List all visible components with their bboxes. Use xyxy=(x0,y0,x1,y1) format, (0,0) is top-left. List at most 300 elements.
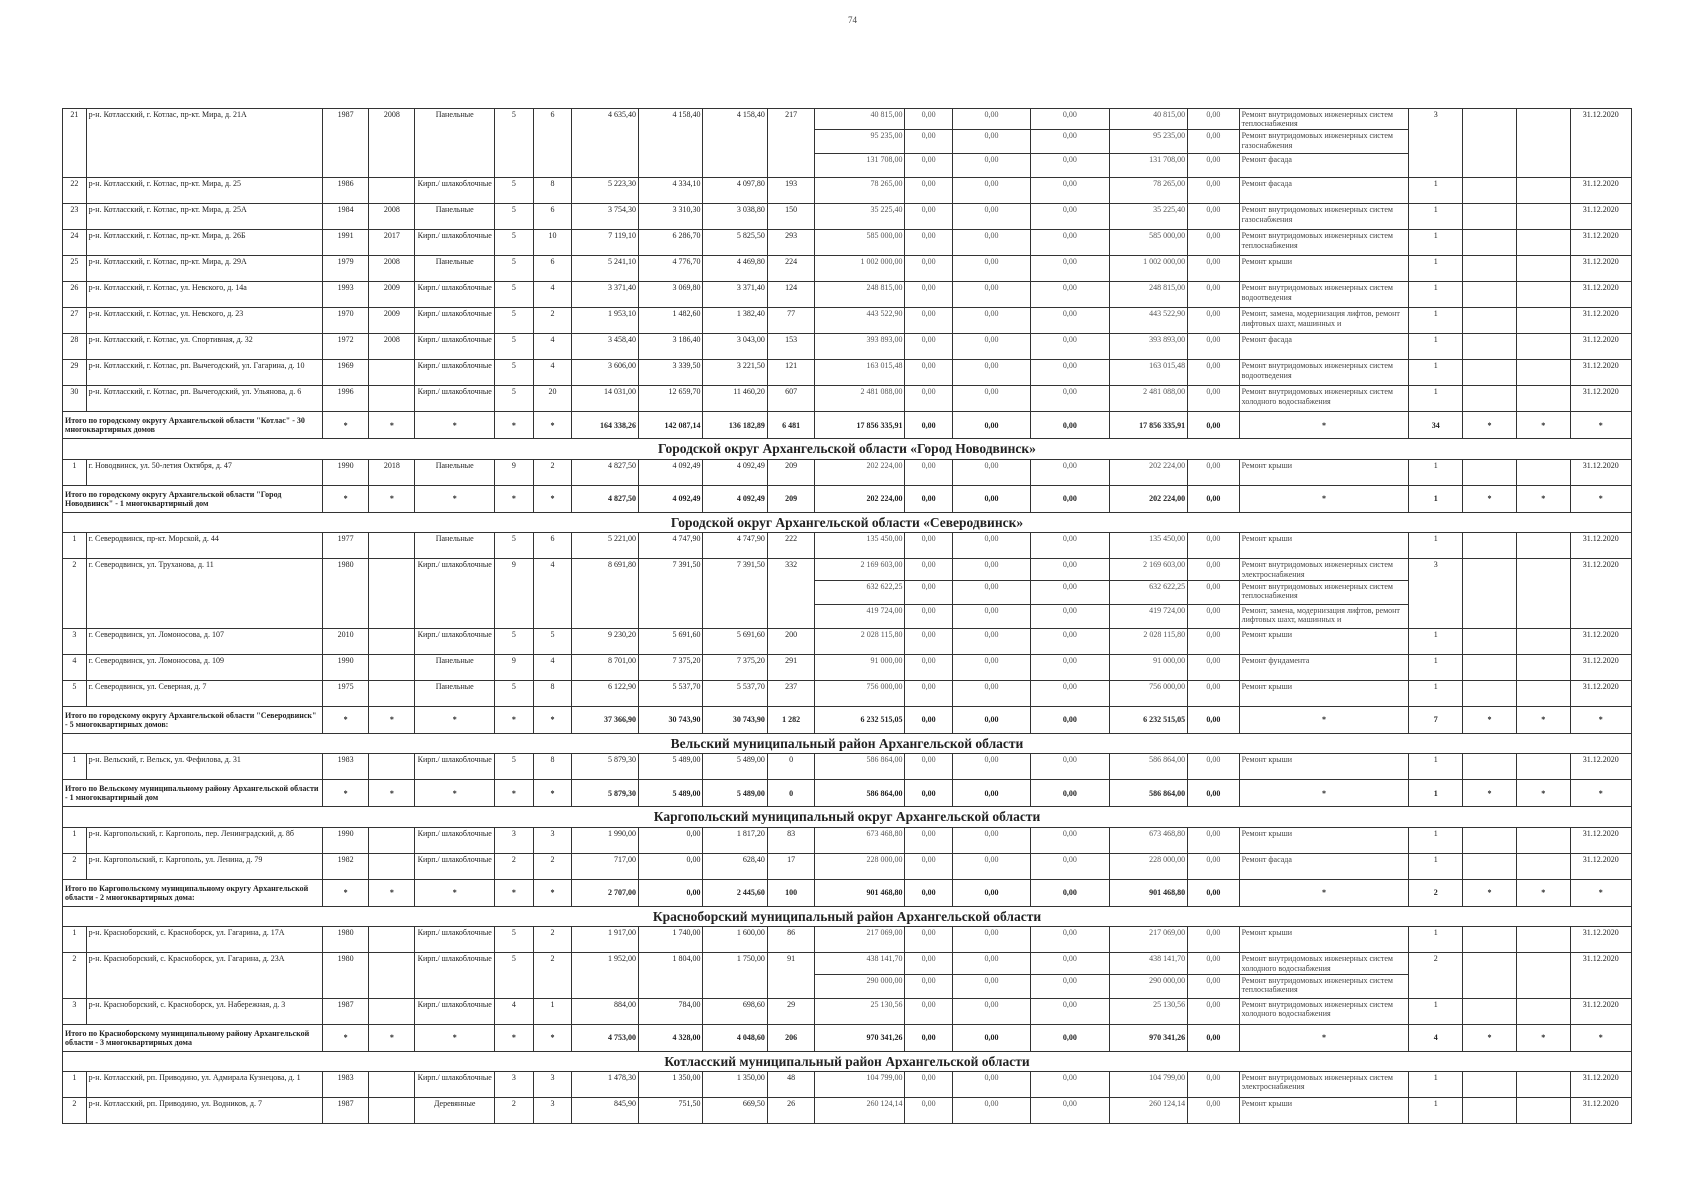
page-number: 74 xyxy=(848,15,857,25)
work-cost: 260 124,14 xyxy=(815,1098,905,1124)
fund-local: 0,00 xyxy=(1031,308,1109,334)
fund-owners: 2 169 603,00 xyxy=(1109,559,1187,580)
work-description: Ремонт крыши xyxy=(1239,754,1409,780)
house-address: р-н. Котласский, г. Котлас, ул. Спортивная, д. 32 xyxy=(86,334,322,360)
work-cost: 163 015,48 xyxy=(815,360,905,386)
premises-area: 3 339,50 xyxy=(638,360,702,386)
fund-owners: 419 724,00 xyxy=(1109,604,1187,628)
fund-regional: 0,00 xyxy=(952,998,1030,1024)
subtotal-work-count: 1 xyxy=(1409,485,1463,512)
section-header-row xyxy=(63,906,1632,927)
entrances: 4 xyxy=(533,334,572,360)
premises-area: 3 069,80 xyxy=(638,282,702,308)
residents: 29 xyxy=(767,998,814,1024)
subtotal-fund-regional: 0,00 xyxy=(952,1024,1030,1051)
fund-local: 0,00 xyxy=(1031,230,1109,256)
star: * xyxy=(415,1024,495,1051)
fund-federal: 0,00 xyxy=(905,827,952,853)
subtotal-fund-local: 0,00 xyxy=(1031,879,1109,906)
table-row xyxy=(63,230,1632,256)
total-area: 7 119,10 xyxy=(572,230,639,256)
fund-owners: 78 265,00 xyxy=(1109,178,1187,204)
fund-regional: 0,00 xyxy=(952,559,1030,580)
floors: 5 xyxy=(494,927,533,953)
work-cost: 25 130,56 xyxy=(815,998,905,1024)
living-area: 4 747,90 xyxy=(703,533,767,559)
row-number: 5 xyxy=(63,680,87,706)
year-last-repair xyxy=(369,654,415,680)
entrances: 4 xyxy=(533,559,572,628)
section-title: Красноборский муниципальный район Архангельской области xyxy=(63,906,1632,927)
work-description: Ремонт внутридомовых инженерных систем газоснабжения xyxy=(1239,204,1409,230)
table-row xyxy=(63,559,1632,580)
row-number: 4 xyxy=(63,654,87,680)
fund-owners: 40 815,00 xyxy=(1109,109,1187,130)
star: * xyxy=(323,780,369,807)
deadline-date: 31.12.2020 xyxy=(1570,559,1631,628)
capital-repair-register-table xyxy=(62,108,1632,1124)
floors: 5 xyxy=(494,334,533,360)
table-row xyxy=(63,853,1632,879)
work-description: Ремонт внутридомовых инженерных систем водоотведения xyxy=(1239,282,1409,308)
subtotal-fund-local: 0,00 xyxy=(1031,1024,1109,1051)
total-area: 884,00 xyxy=(572,998,639,1024)
residents: 217 xyxy=(767,109,814,178)
work-cost: 290 000,00 xyxy=(815,974,905,998)
year-built: 1980 xyxy=(323,559,369,628)
extra-col-1 xyxy=(1463,308,1517,334)
subtotal-fund-federal: 0,00 xyxy=(905,1024,952,1051)
subtotal-fund-local: 0,00 xyxy=(1031,780,1109,807)
row-number: 22 xyxy=(63,178,87,204)
fund-regional: 0,00 xyxy=(952,360,1030,386)
year-last-repair: 2008 xyxy=(369,109,415,178)
year-last-repair xyxy=(369,853,415,879)
fund-regional: 0,00 xyxy=(952,580,1030,604)
subtotal-living-area: 30 743,90 xyxy=(703,706,767,733)
total-area: 3 458,40 xyxy=(572,334,639,360)
entrances: 8 xyxy=(533,178,572,204)
house-address: р-н. Котласский, г. Котлас, пр-кт. Мира, д. 29А xyxy=(86,256,322,282)
star: * xyxy=(1516,1024,1570,1051)
fund-local: 0,00 xyxy=(1031,580,1109,604)
row-number: 1 xyxy=(63,927,87,953)
work-count: 1 xyxy=(1409,204,1463,230)
fund-other: 0,00 xyxy=(1188,654,1240,680)
extra-col-1 xyxy=(1463,282,1517,308)
table-row xyxy=(63,998,1632,1024)
work-description: Ремонт внутридомовых инженерных систем газоснабжения xyxy=(1239,130,1409,154)
work-description: Ремонт внутридомовых инженерных систем теплоснабжения xyxy=(1239,974,1409,998)
work-count: 1 xyxy=(1409,533,1463,559)
extra-col-2 xyxy=(1516,256,1570,282)
fund-other: 0,00 xyxy=(1188,386,1240,412)
row-number: 23 xyxy=(63,204,87,230)
work-description: Ремонт крыши xyxy=(1239,459,1409,485)
living-area: 4 092,49 xyxy=(703,459,767,485)
fund-federal: 0,00 xyxy=(905,974,952,998)
fund-regional: 0,00 xyxy=(952,1098,1030,1124)
fund-regional: 0,00 xyxy=(952,533,1030,559)
work-cost: 632 622,25 xyxy=(815,580,905,604)
deadline-date: 31.12.2020 xyxy=(1570,654,1631,680)
premises-area: 5 691,60 xyxy=(638,628,702,654)
table-row xyxy=(63,308,1632,334)
fund-federal: 0,00 xyxy=(905,459,952,485)
table-row xyxy=(63,1098,1632,1124)
fund-regional: 0,00 xyxy=(952,853,1030,879)
year-last-repair xyxy=(369,680,415,706)
work-count: 1 xyxy=(1409,853,1463,879)
floors: 4 xyxy=(494,998,533,1024)
fund-local: 0,00 xyxy=(1031,628,1109,654)
row-number: 2 xyxy=(63,953,87,998)
work-count: 1 xyxy=(1409,386,1463,412)
residents: 224 xyxy=(767,256,814,282)
year-last-repair xyxy=(369,386,415,412)
table-row xyxy=(63,827,1632,853)
subtotal-premises-area: 4 092,49 xyxy=(638,485,702,512)
house-address: г. Северодвинск, ул. Ломоносова, д. 107 xyxy=(86,628,322,654)
fund-federal: 0,00 xyxy=(905,334,952,360)
star: * xyxy=(369,1024,415,1051)
wall-material: Панельные xyxy=(415,533,495,559)
house-address: р-н. Каргопольский, г. Каргополь, пер. Ленинградский, д. 8б xyxy=(86,827,322,853)
living-area: 11 460,20 xyxy=(703,386,767,412)
deadline-date: 31.12.2020 xyxy=(1570,754,1631,780)
subtotal-work-count: 2 xyxy=(1409,879,1463,906)
wall-material: Кирп./ шлакоблочные xyxy=(415,754,495,780)
star: * xyxy=(1239,780,1409,807)
entrances: 4 xyxy=(533,654,572,680)
fund-regional: 0,00 xyxy=(952,628,1030,654)
entrances: 6 xyxy=(533,533,572,559)
star: * xyxy=(494,485,533,512)
subtotal-row xyxy=(63,780,1632,807)
residents: 0 xyxy=(767,754,814,780)
star: * xyxy=(1570,485,1631,512)
deadline-date: 31.12.2020 xyxy=(1570,533,1631,559)
fund-regional: 0,00 xyxy=(952,927,1030,953)
premises-area: 7 391,50 xyxy=(638,559,702,628)
total-area: 5 221,00 xyxy=(572,533,639,559)
year-last-repair xyxy=(369,998,415,1024)
premises-area: 3 310,30 xyxy=(638,204,702,230)
subtotal-work-count: 1 xyxy=(1409,780,1463,807)
year-last-repair xyxy=(369,533,415,559)
floors: 5 xyxy=(494,256,533,282)
fund-other: 0,00 xyxy=(1188,459,1240,485)
work-count: 1 xyxy=(1409,628,1463,654)
extra-col-1 xyxy=(1463,204,1517,230)
deadline-date: 31.12.2020 xyxy=(1570,334,1631,360)
subtotal-total-area: 37 366,90 xyxy=(572,706,639,733)
house-address: г. Северодвинск, ул. Ломоносова, д. 109 xyxy=(86,654,322,680)
row-number: 3 xyxy=(63,628,87,654)
subtotal-fund-regional: 0,00 xyxy=(952,780,1030,807)
subtotal-premises-area: 0,00 xyxy=(638,879,702,906)
premises-area: 12 659,70 xyxy=(638,386,702,412)
star: * xyxy=(415,412,495,439)
living-area: 3 221,50 xyxy=(703,360,767,386)
fund-owners: 95 235,00 xyxy=(1109,130,1187,154)
floors: 5 xyxy=(494,628,533,654)
fund-regional: 0,00 xyxy=(952,282,1030,308)
work-cost: 202 224,00 xyxy=(815,459,905,485)
fund-owners: 393 893,00 xyxy=(1109,334,1187,360)
subtotal-row xyxy=(63,485,1632,512)
work-count: 1 xyxy=(1409,827,1463,853)
year-built: 1990 xyxy=(323,654,369,680)
fund-regional: 0,00 xyxy=(952,308,1030,334)
section-title: Каргопольский муниципальный округ Архангельской области xyxy=(63,807,1632,828)
year-last-repair xyxy=(369,1098,415,1124)
star: * xyxy=(1463,780,1517,807)
total-area: 6 122,90 xyxy=(572,680,639,706)
year-built: 1979 xyxy=(323,256,369,282)
star: * xyxy=(323,706,369,733)
subtotal-residents: 0 xyxy=(767,780,814,807)
total-area: 4 635,40 xyxy=(572,109,639,178)
fund-local: 0,00 xyxy=(1031,559,1109,580)
star: * xyxy=(1570,706,1631,733)
work-cost: 131 708,00 xyxy=(815,154,905,178)
row-number: 2 xyxy=(63,853,87,879)
fund-local: 0,00 xyxy=(1031,154,1109,178)
star: * xyxy=(1239,706,1409,733)
residents: 153 xyxy=(767,334,814,360)
year-built: 1984 xyxy=(323,204,369,230)
living-area: 669,50 xyxy=(703,1098,767,1124)
floors: 5 xyxy=(494,754,533,780)
star: * xyxy=(494,879,533,906)
work-description: Ремонт внутридомовых инженерных систем холодного водоснабжения xyxy=(1239,998,1409,1024)
subtotal-row xyxy=(63,412,1632,439)
wall-material: Панельные xyxy=(415,654,495,680)
subtotal-row xyxy=(63,879,1632,906)
house-address: р-н. Котласский, г. Котлас, рп. Вычегодский, ул. Ульянова, д. 6 xyxy=(86,386,322,412)
work-description: Ремонт крыши xyxy=(1239,1098,1409,1124)
subtotal-fund-local: 0,00 xyxy=(1031,485,1109,512)
premises-area: 4 776,70 xyxy=(638,256,702,282)
star: * xyxy=(1516,706,1570,733)
row-number: 1 xyxy=(63,754,87,780)
work-count: 1 xyxy=(1409,256,1463,282)
fund-other: 0,00 xyxy=(1188,360,1240,386)
fund-regional: 0,00 xyxy=(952,953,1030,974)
subtotal-total-area: 164 338,26 xyxy=(572,412,639,439)
extra-col-1 xyxy=(1463,230,1517,256)
table-row xyxy=(63,680,1632,706)
house-address: р-н. Каргопольский, г. Каргополь, ул. Ленина, д. 79 xyxy=(86,853,322,879)
extra-col-2 xyxy=(1516,853,1570,879)
house-address: р-н. Котласский, г. Котлас, пр-кт. Мира, д. 26Б xyxy=(86,230,322,256)
fund-regional: 0,00 xyxy=(952,204,1030,230)
wall-material: Кирп./ шлакоблочные xyxy=(415,178,495,204)
work-description: Ремонт внутридомовых инженерных систем теплоснабжения xyxy=(1239,109,1409,130)
work-count: 2 xyxy=(1409,953,1463,998)
entrances: 8 xyxy=(533,680,572,706)
star: * xyxy=(1516,412,1570,439)
extra-col-2 xyxy=(1516,533,1570,559)
fund-owners: 290 000,00 xyxy=(1109,974,1187,998)
premises-area: 0,00 xyxy=(638,827,702,853)
row-number: 21 xyxy=(63,109,87,178)
extra-col-2 xyxy=(1516,109,1570,178)
residents: 91 xyxy=(767,953,814,998)
entrances: 3 xyxy=(533,1098,572,1124)
subtotal-work-cost: 6 232 515,05 xyxy=(815,706,905,733)
table-row xyxy=(63,386,1632,412)
living-area: 628,40 xyxy=(703,853,767,879)
wall-material: Кирп./ шлакоблочные xyxy=(415,628,495,654)
work-description: Ремонт внутридомовых инженерных систем электроснабжения xyxy=(1239,559,1409,580)
deadline-date: 31.12.2020 xyxy=(1570,386,1631,412)
work-cost: 673 468,80 xyxy=(815,827,905,853)
fund-federal: 0,00 xyxy=(905,154,952,178)
wall-material: Кирп./ шлакоблочные xyxy=(415,927,495,953)
subtotal-total-area: 2 707,00 xyxy=(572,879,639,906)
fund-local: 0,00 xyxy=(1031,256,1109,282)
fund-other: 0,00 xyxy=(1188,604,1240,628)
work-count: 3 xyxy=(1409,559,1463,628)
subtotal-fund-other: 0,00 xyxy=(1188,879,1240,906)
row-number: 28 xyxy=(63,334,87,360)
fund-regional: 0,00 xyxy=(952,386,1030,412)
fund-local: 0,00 xyxy=(1031,927,1109,953)
subtotal-residents: 6 481 xyxy=(767,412,814,439)
work-cost: 91 000,00 xyxy=(815,654,905,680)
floors: 2 xyxy=(494,853,533,879)
subtotal-total-area: 4 827,50 xyxy=(572,485,639,512)
extra-col-1 xyxy=(1463,998,1517,1024)
premises-area: 751,50 xyxy=(638,1098,702,1124)
work-cost: 1 002 000,00 xyxy=(815,256,905,282)
star: * xyxy=(533,412,572,439)
subtotal-fund-federal: 0,00 xyxy=(905,879,952,906)
floors: 5 xyxy=(494,204,533,230)
table-row xyxy=(63,256,1632,282)
floors: 9 xyxy=(494,459,533,485)
deadline-date: 31.12.2020 xyxy=(1570,459,1631,485)
wall-material: Кирп./ шлакоблочные xyxy=(415,827,495,853)
fund-other: 0,00 xyxy=(1188,559,1240,580)
year-built: 1983 xyxy=(323,1072,369,1098)
living-area: 7 375,20 xyxy=(703,654,767,680)
entrances: 3 xyxy=(533,1072,572,1098)
work-cost: 419 724,00 xyxy=(815,604,905,628)
fund-local: 0,00 xyxy=(1031,109,1109,130)
premises-area: 4 092,49 xyxy=(638,459,702,485)
row-number: 1 xyxy=(63,827,87,853)
subtotal-total-area: 5 879,30 xyxy=(572,780,639,807)
table-row xyxy=(63,282,1632,308)
extra-col-1 xyxy=(1463,459,1517,485)
wall-material: Панельные xyxy=(415,256,495,282)
fund-owners: 2 028 115,80 xyxy=(1109,628,1187,654)
star: * xyxy=(323,412,369,439)
star: * xyxy=(1239,485,1409,512)
living-area: 5 825,50 xyxy=(703,230,767,256)
fund-regional: 0,00 xyxy=(952,334,1030,360)
star: * xyxy=(494,1024,533,1051)
work-cost: 228 000,00 xyxy=(815,853,905,879)
entrances: 6 xyxy=(533,109,572,178)
fund-local: 0,00 xyxy=(1031,533,1109,559)
fund-other: 0,00 xyxy=(1188,282,1240,308)
subtotal-work-cost: 901 468,80 xyxy=(815,879,905,906)
living-area: 5 691,60 xyxy=(703,628,767,654)
table-row xyxy=(63,953,1632,974)
residents: 291 xyxy=(767,654,814,680)
living-area: 3 038,80 xyxy=(703,204,767,230)
subtotal-premises-area: 30 743,90 xyxy=(638,706,702,733)
floors: 9 xyxy=(494,654,533,680)
fund-owners: 586 864,00 xyxy=(1109,754,1187,780)
year-last-repair: 2018 xyxy=(369,459,415,485)
star: * xyxy=(1570,412,1631,439)
total-area: 1 917,00 xyxy=(572,927,639,953)
year-last-repair: 2008 xyxy=(369,256,415,282)
fund-local: 0,00 xyxy=(1031,654,1109,680)
living-area: 4 097,80 xyxy=(703,178,767,204)
work-description: Ремонт фасада xyxy=(1239,154,1409,178)
extra-col-2 xyxy=(1516,559,1570,628)
entrances: 2 xyxy=(533,953,572,998)
fund-regional: 0,00 xyxy=(952,154,1030,178)
subtotal-fund-owners: 202 224,00 xyxy=(1109,485,1187,512)
residents: 293 xyxy=(767,230,814,256)
extra-col-1 xyxy=(1463,360,1517,386)
fund-other: 0,00 xyxy=(1188,927,1240,953)
star: * xyxy=(1239,1024,1409,1051)
residents: 121 xyxy=(767,360,814,386)
section-title: Городской округ Архангельской области «Город Новодвинск» xyxy=(63,439,1632,460)
subtotal-fund-regional: 0,00 xyxy=(952,485,1030,512)
fund-other: 0,00 xyxy=(1188,178,1240,204)
fund-regional: 0,00 xyxy=(952,680,1030,706)
living-area: 3 043,00 xyxy=(703,334,767,360)
star: * xyxy=(369,706,415,733)
star: * xyxy=(323,485,369,512)
star: * xyxy=(323,1024,369,1051)
premises-area: 7 375,20 xyxy=(638,654,702,680)
year-last-repair xyxy=(369,178,415,204)
fund-owners: 228 000,00 xyxy=(1109,853,1187,879)
premises-area: 784,00 xyxy=(638,998,702,1024)
year-last-repair xyxy=(369,827,415,853)
deadline-date: 31.12.2020 xyxy=(1570,1072,1631,1098)
wall-material: Кирп./ шлакоблочные xyxy=(415,334,495,360)
fund-other: 0,00 xyxy=(1188,628,1240,654)
fund-regional: 0,00 xyxy=(952,827,1030,853)
year-built: 1969 xyxy=(323,360,369,386)
row-number: 2 xyxy=(63,1098,87,1124)
fund-other: 0,00 xyxy=(1188,680,1240,706)
year-last-repair: 2008 xyxy=(369,334,415,360)
premises-area: 0,00 xyxy=(638,853,702,879)
deadline-date: 31.12.2020 xyxy=(1570,1098,1631,1124)
subtotal-work-count: 34 xyxy=(1409,412,1463,439)
row-number: 27 xyxy=(63,308,87,334)
fund-regional: 0,00 xyxy=(952,130,1030,154)
entrances: 3 xyxy=(533,827,572,853)
living-area: 5 489,00 xyxy=(703,754,767,780)
subtotal-fund-owners: 6 232 515,05 xyxy=(1109,706,1187,733)
star: * xyxy=(533,706,572,733)
fund-owners: 35 225,40 xyxy=(1109,204,1187,230)
work-count: 1 xyxy=(1409,334,1463,360)
